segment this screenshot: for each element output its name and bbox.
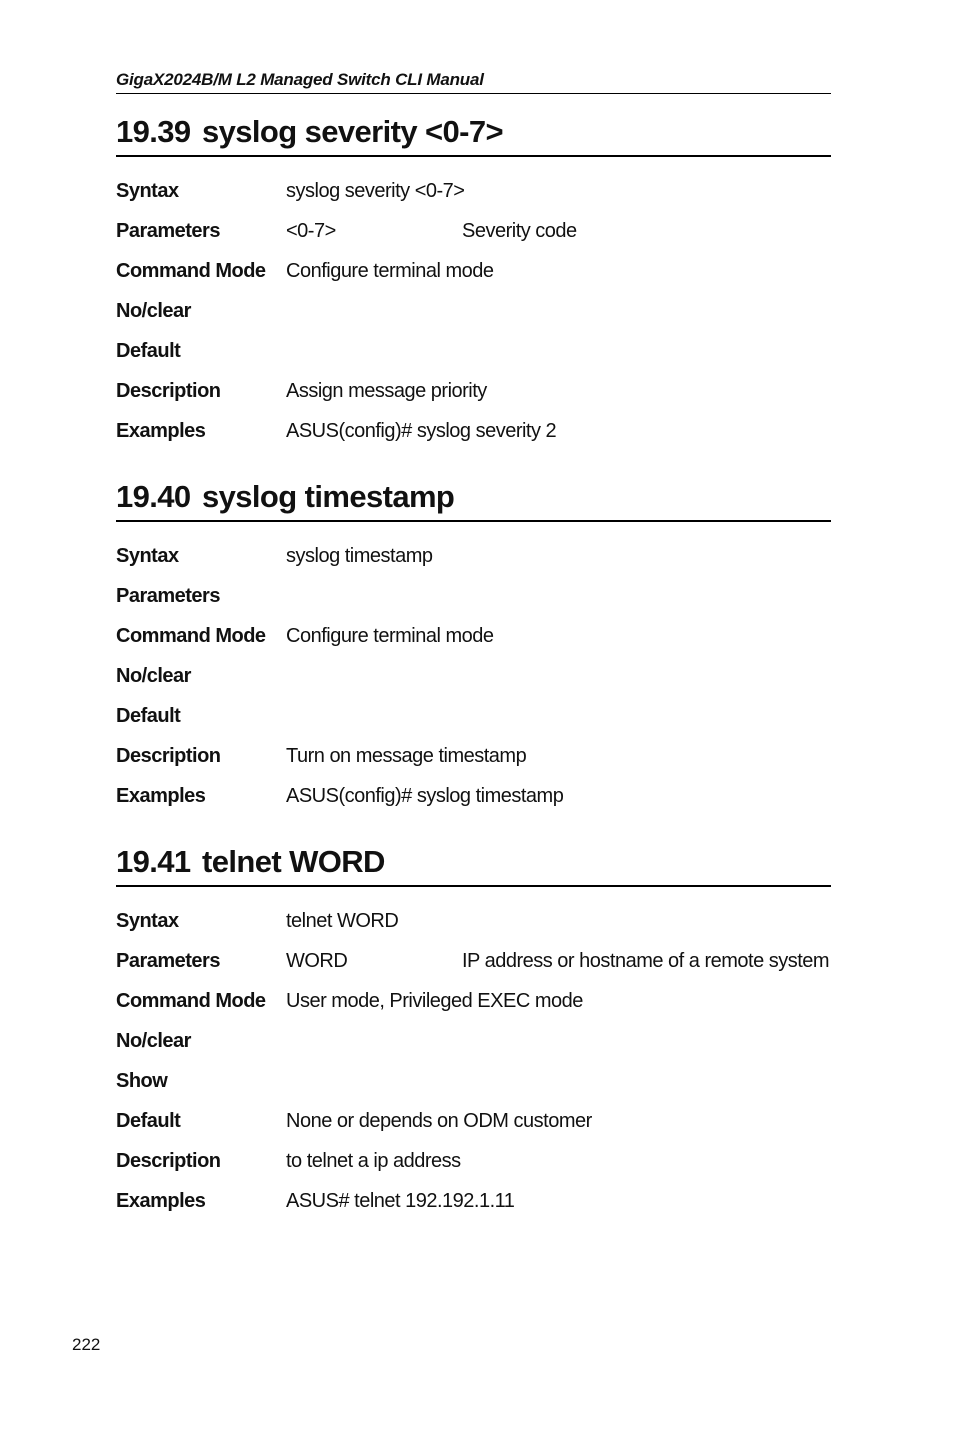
page-number: 222 [72, 1335, 101, 1354]
spec-row-show [116, 1061, 831, 1101]
spec-row-description [116, 736, 831, 776]
spec-row-default [116, 696, 831, 736]
spec-label: Default [116, 339, 181, 362]
spec-row-syntax [116, 536, 831, 576]
spec-label: Command Mode [116, 624, 266, 647]
spec-label: Description [116, 744, 221, 767]
spec-row-examples [116, 1181, 831, 1221]
running-header: GigaX2024B/M L2 Managed Switch CLI Manual [116, 70, 831, 94]
spec-row-examples [116, 776, 831, 816]
spec-label: Parameters [116, 584, 220, 607]
spec-row-examples [116, 411, 831, 451]
spec-row-no-clear [116, 291, 831, 331]
section-telnet-word [116, 843, 831, 1221]
spec-label: Show [116, 1069, 168, 1092]
spec-value: Assign message priority [286, 379, 487, 402]
section-syslog-timestamp [116, 478, 831, 816]
param-name: WORD [286, 949, 348, 972]
spec-value: telnet WORD [286, 909, 399, 932]
param-name: <0-7> [286, 219, 336, 242]
spec-row-parameters [116, 576, 831, 616]
spec-row-syntax [116, 171, 831, 211]
spec-value: syslog severity <0-7> [286, 179, 465, 202]
spec-value: to telnet a ip address [286, 1149, 461, 1172]
spec-label: Examples [116, 784, 206, 807]
spec-value: Turn on message timestamp [286, 744, 527, 767]
spec-label: No/clear [116, 664, 191, 687]
spec-row-default [116, 1101, 831, 1141]
spec-value: syslog timestamp [286, 544, 433, 567]
section-title-text: syslog severity <0-7> [202, 114, 504, 149]
spec-label: Command Mode [116, 259, 266, 282]
spec-value: None or depends on ODM customer [286, 1109, 592, 1132]
spec-value: ASUS(config)# syslog severity 2 [286, 419, 557, 442]
spec-row-syntax [116, 901, 831, 941]
spec-label: Examples [116, 1189, 206, 1212]
spec-row-command-mode [116, 251, 831, 291]
spec-label: Syntax [116, 544, 179, 567]
section-number: 19.40 [116, 479, 191, 514]
spec-label: No/clear [116, 1029, 191, 1052]
section-title [116, 843, 831, 887]
command-spec-table [116, 536, 831, 816]
spec-row-parameters [116, 941, 831, 981]
section-title [116, 478, 831, 522]
section-title-text: telnet WORD [202, 844, 385, 879]
spec-value: ASUS(config)# syslog timestamp [286, 784, 564, 807]
section-number: 19.41 [116, 844, 191, 879]
spec-row-command-mode [116, 616, 831, 656]
spec-label: Description [116, 379, 221, 402]
spec-label: Parameters [116, 219, 220, 242]
spec-label: Syntax [116, 909, 179, 932]
spec-label: No/clear [116, 299, 191, 322]
spec-label: Examples [116, 419, 206, 442]
section-title [116, 113, 831, 157]
spec-row-parameters [116, 211, 831, 251]
command-spec-table [116, 901, 831, 1221]
spec-value: Configure terminal mode [286, 259, 494, 282]
spec-value: Configure terminal mode [286, 624, 494, 647]
spec-label: Default [116, 1109, 181, 1132]
spec-row-description [116, 1141, 831, 1181]
spec-value: User mode, Privileged EXEC mode [286, 989, 583, 1012]
section-number: 19.39 [116, 114, 191, 149]
section-syslog-severity [116, 113, 831, 451]
spec-label: Default [116, 704, 181, 727]
spec-label: Description [116, 1149, 221, 1172]
command-spec-table [116, 171, 831, 451]
spec-row-command-mode [116, 981, 831, 1021]
section-title-text: syslog timestamp [202, 479, 455, 514]
spec-row-no-clear [116, 656, 831, 696]
spec-label: Parameters [116, 949, 220, 972]
spec-row-description [116, 371, 831, 411]
spec-row-default [116, 331, 831, 371]
spec-value: ASUS# telnet 192.192.1.11 [286, 1189, 515, 1212]
spec-row-no-clear [116, 1021, 831, 1061]
param-description: Severity code [462, 219, 577, 242]
spec-label: Command Mode [116, 989, 266, 1012]
param-description: IP address or hostname of a remote system [462, 949, 830, 972]
spec-label: Syntax [116, 179, 179, 202]
